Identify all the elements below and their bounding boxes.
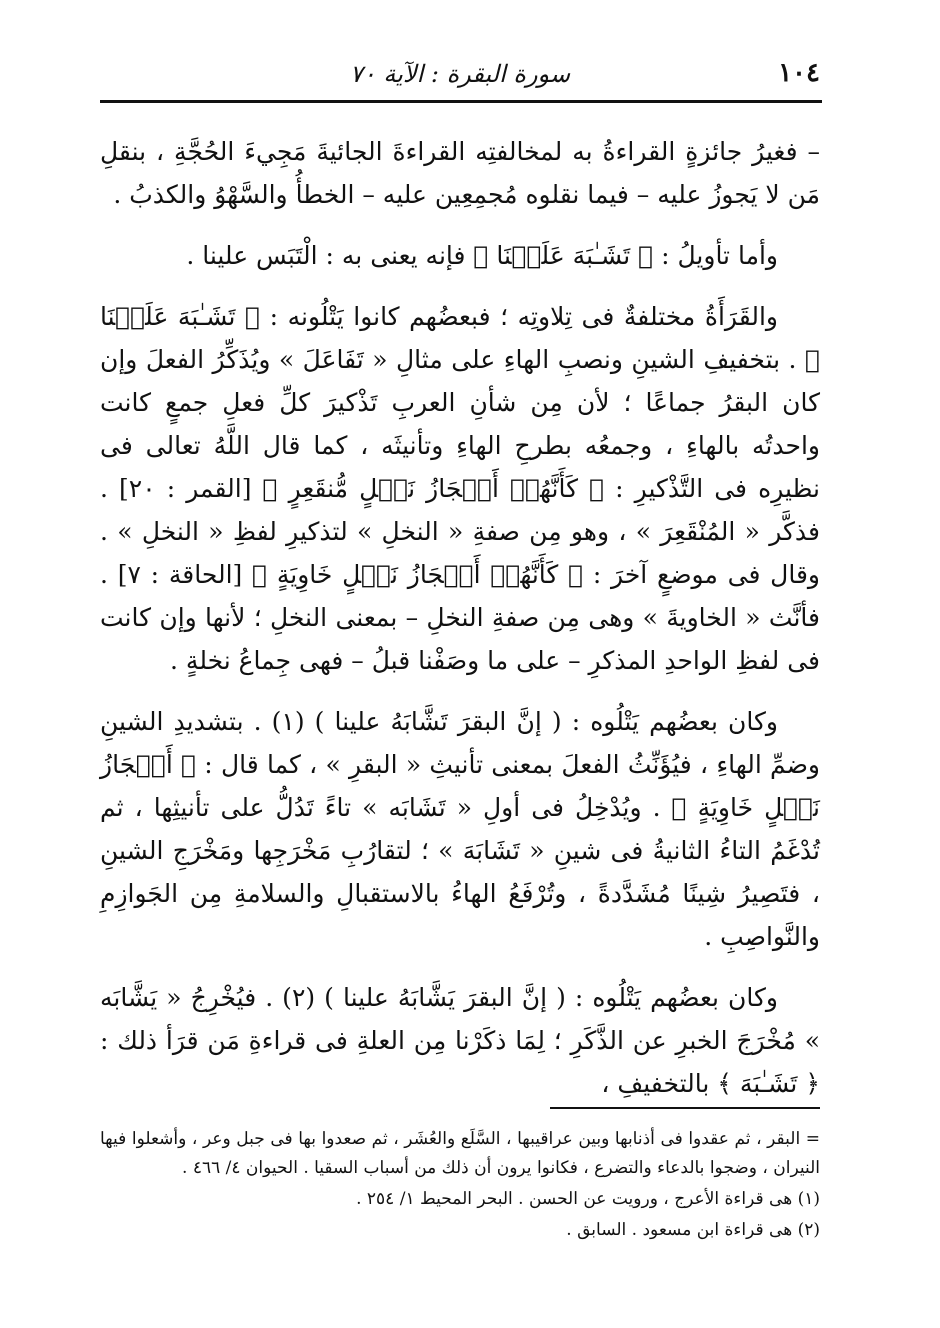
header-rule: [100, 100, 822, 103]
page-number: ١٠٤: [778, 58, 820, 88]
running-title: سورة البقرة : الآية ٧٠: [349, 60, 571, 88]
footnote-rule: [550, 1107, 820, 1109]
paragraph: وكان بعضُهم يَتْلُوه : ( إنَّ البقرَ يَشَّابَهُ علينا ) (٢) . فيُخْرِجُ « يَشَّابَه » مُخْرَجَ الخبرِ عن الذَّكَرِ ؛ لِمَا ذكَرْنا مِن العلةِ فى قراءةِ مَن قرَأ ذلك : ﴿ تَشَـٰبَهَ ﴾ بالتخفيفِ ،: [100, 983, 820, 1098]
paragraph: والقَرَأَةُ مختلفةٌ فى تِلاوتِه ؛ فبعضُهم كانوا يَتْلُونه : ﴿ تَشَـٰبَهَ عَلَيۡنَا ﴾ . بتخفيفِ الشينِ ونصبِ الهاءِ على مثالِ « تَفَاعَلَ » ويُذَكِّرُ الفعلَ وإن كان البقرُ جماعًا ؛ لأن مِن شأنِ العربِ تَذْكيرَ كلِّ فعلِ جمعٍ كانت واحدتُه بالهاءِ ، وجمعُه بطرحِ الهاءِ وتأنيثَه ، كما قال اللَّهُ تعالى فى نظيرِه فى التَّذْكيرِ : ﴿ كَأَنَّهُمۡ أَعۡجَازُ نَخۡلٍ مُّنقَعِرٍ ﴾ [القمر : ٢٠] . فذكَّر « المُنْقَعِرَ » ، وهو مِن صفةِ « النخلِ » لتذكيرِ لفظِ « النخلِ » . وقال فى موضعٍ آخرَ : ﴿ كَأَنَّهُمۡ أَعۡجَازُ نَخۡلٍ خَاوِيَةٍ ﴾ [الحاقة : ٧] . فأنَّث « الخاويةَ » وهى مِن صفةِ النخلِ – بمعنى النخلِ ؛ لأنها وإن كانت فى لفظِ الواحدِ المذكرِ – على ما وصَفْنا قبلُ – فهى جِماعُ نخلةٍ .: [100, 302, 820, 675]
footnote: = البقر ، ثم عقدوا فى أذنابها وبين عراقيبها ، السَّلَع والعُشَر ، ثم صعدوا بها فى جبل وعر ، وأشعلوا فيها النيران ، وضجوا بالدعاء والتضرع ، فكانوا يرون أن ذلك من أسباب السقيا . الحيوان ٤/ ٤٦٦ .: [100, 1129, 820, 1178]
paragraph: وكان بعضُهم يَتْلُوه : ( إنَّ البقرَ تَشَّابَهُ علينا ) (١) . بتشديدِ الشينِ وضمِّ الهاءِ ، فيُؤَنِّثُ الفعلَ بمعنى تأنيثِ « البقرِ » ، كما قال : ﴿ أَعۡجَازُ نَخۡلٍ خَاوِيَةٍ ﴾ . ويُدْخِلُ فى أولِ « تَشَابَه » تاءً تَدُلُّ على تأنيثِها ، ثم تُدْغَمُ التاءُ الثانيةُ فى شينِ « تَشَابَهَ » ؛ لتقارُبِ مَخْرَجِها ومَخْرَجِ الشينِ ، فتَصِيرُ شِينًا مُشَدَّدةً ، وتُرْفَعُ الهاءُ بالاستقبالِ والسلامةِ مِن الجَوازِمِ والنَّواصِبِ .: [100, 707, 820, 951]
page-header: [100, 52, 820, 96]
main-text: [100, 130, 820, 1123]
footnote: (٢) هى قراءة ابن مسعود . السابق .: [566, 1220, 820, 1240]
paragraph: وأما تأويلُ : ﴿ تَشَـٰبَهَ عَلَيۡنَا ﴾ فإنه يعنى به : الْتَبَس علينا .: [186, 241, 778, 270]
paragraph: – فغيرُ جائزةٍ القراءةُ به لمخالفتِه القراءةَ الجائيةَ مَجِيءَ الحُجَّةِ ، بنقلِ مَن لا يَجوزُ عليه – فيما نقلوه مُجمِعِين عليه – الخطأُ والسَّهْوُ والكذبُ .: [100, 137, 820, 209]
footnote: (١) هى قراءة الأعرج ، ورويت عن الحسن . البحر المحيط ١/ ٢٥٤ .: [356, 1189, 820, 1209]
footnotes: [100, 1125, 820, 1247]
